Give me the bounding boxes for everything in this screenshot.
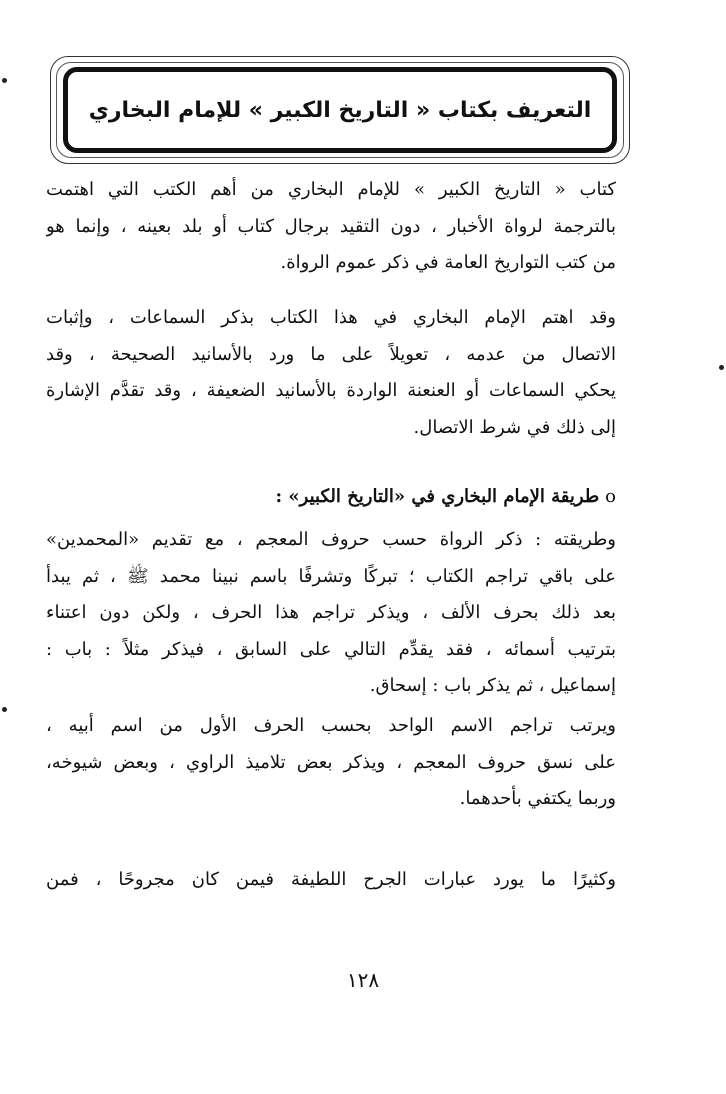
scan-mark bbox=[2, 78, 7, 83]
scan-mark bbox=[719, 365, 724, 370]
title-box bbox=[63, 67, 617, 153]
text-line: بترتيب أسمائه ، فقد يقدِّم التالي على السابق ، فيذكر مثلاً : باب : bbox=[46, 638, 616, 660]
text-line: الاتصال من عدمه ، تعويلاً على ما ورد بالأسانيد الصحيحة ، وقد bbox=[46, 343, 616, 365]
text-line: إسماعيل ، ثم يذكر باب : إسحاق. bbox=[369, 675, 616, 696]
page-number: ١٢٨ bbox=[346, 968, 380, 992]
text-line: وكثيرًا ما يورد عبارات الجرح اللطيفة فيمن كان مجروحًا ، فمن bbox=[46, 869, 616, 890]
bullet-circle-icon: o bbox=[605, 486, 616, 507]
paragraph-4 bbox=[46, 708, 616, 818]
section-heading bbox=[46, 479, 616, 515]
text-line: ويرتب تراجم الاسم الواحد بحسب الحرف الأول من اسم أبيه ، bbox=[46, 715, 616, 736]
paragraph-5 bbox=[46, 862, 616, 899]
text-line: بعد ذلك بحرف الألف ، ويذكر تراجم هذا الحرف ، ولكن دون اعتناء bbox=[46, 602, 616, 623]
text-line: كتاب « التاريخ الكبير » للإمام البخاري من أهم الكتب التي اهتمت bbox=[46, 179, 616, 200]
paragraph-3 bbox=[46, 522, 616, 705]
text-line: على باقي تراجم الكتاب ؛ تبركًا وتشرفًا باسم نبينا محمد ﷺ ، ثم يبدأ bbox=[46, 565, 616, 587]
text-line: إلى ذلك في شرط الاتصال. bbox=[413, 416, 616, 438]
page-title: التعريف بكتاب « التاريخ الكبير » للإمام البخاري bbox=[88, 97, 592, 123]
text-line: على نسق حروف المعجم ، ويذكر بعض تلاميذ الراوي ، وبعض شيوخه، bbox=[46, 751, 616, 773]
text-line: وربما يكتفي بأحدهما. bbox=[459, 788, 616, 809]
scan-mark bbox=[2, 707, 7, 712]
section-heading-text: طريقة الإمام البخاري في «التاريخ الكبير» : bbox=[275, 486, 600, 507]
text-line: من كتب التواريخ العامة في ذكر عموم الرواة. bbox=[280, 252, 616, 273]
paragraph-2 bbox=[46, 300, 616, 446]
text-line: وطريقته : ذكر الرواة حسب حروف المعجم ، مع تقديم «المحمدين» bbox=[46, 529, 616, 550]
text-line: يحكي السماعات أو العنعنة الواردة بالأسانيد الضعيفة ، وقد تقدَّم الإشارة bbox=[46, 380, 616, 401]
paragraph-1 bbox=[46, 172, 616, 282]
title-frame bbox=[50, 56, 630, 164]
text-line: وقد اهتم الإمام البخاري في هذا الكتاب بذكر السماعات ، وإثبات bbox=[46, 307, 616, 328]
text-line: بالترجمة لرواة الأخبار ، دون التقيد برجال كتاب أو بلد بعينه ، وإنما هو bbox=[46, 215, 616, 237]
